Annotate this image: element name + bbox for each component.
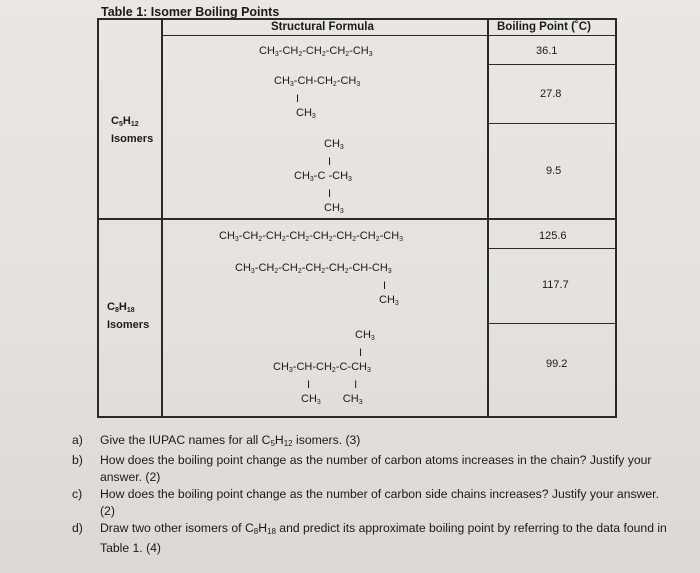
question-text: How does the boiling point change as the number of carbon atoms increases in the chain? Justify your answer. (2) — [100, 453, 652, 484]
questions-list — [72, 432, 672, 557]
boiling-point-value: 27.8 — [540, 88, 562, 100]
structural-formula: $CH_3$ I $CH_3-CH-CH_2-C-CH_3$ I I $CH_3$ $CH_3$ — [273, 329, 375, 406]
group-label: Isomers — [111, 133, 154, 145]
row-divider — [487, 323, 615, 324]
structural-formula: $CH_3$ I $CH_3-C$ $-CH_3$ I $CH_3$ — [294, 138, 352, 215]
isomer-table — [97, 18, 617, 418]
structural-formula: $CH_3-CH_2-CH_2-CH_2-CH_3$ — [259, 45, 373, 58]
question-text: Give the IUPAC names for all $C_5H_{12}$ isomers. (3) — [100, 433, 361, 448]
group-formula: $C_8H_{18}$ — [107, 301, 135, 314]
question-item — [72, 520, 672, 557]
group-label: Isomers — [107, 319, 150, 331]
question-text: How does the boiling point change as the number of carbon side chains increases? Justify your answer. (2) — [100, 487, 659, 518]
structural-formula: $CH_3-CH-CH_2-CH_3$ I $CH_3$ — [274, 75, 361, 120]
boiling-point-value: 99.2 — [546, 358, 568, 370]
row-divider — [161, 35, 615, 36]
boiling-point-value: 9.5 — [546, 165, 562, 177]
row-divider — [487, 64, 615, 65]
group-label-c5h12 — [111, 114, 153, 146]
question-label: a) — [72, 433, 83, 447]
header-boiling-point: Boiling Point (˚C) — [497, 21, 591, 33]
question-label: d) — [72, 521, 83, 535]
structural-formula: $CH_3-CH_2-CH_2-CH_2-CH_2-CH_2-CH_2-CH_3$ — [219, 230, 404, 243]
boiling-point-value: 117.7 — [542, 279, 569, 291]
question-item — [72, 452, 672, 486]
header-structural-formula: Structural Formula — [271, 21, 374, 33]
group-formula: $C_5H_{12}$ — [111, 115, 139, 128]
boiling-point-value: 125.6 — [539, 230, 567, 242]
question-label: c) — [72, 487, 83, 501]
boiling-point-value: 36.1 — [536, 45, 558, 57]
question-item — [72, 432, 672, 452]
question-text: Draw two other isomers of $C_8H_{18}$ and predict its approximate boiling point by referring to the data found in Table 1. (4) — [100, 521, 667, 555]
structural-formula: $CH_3-CH_2-CH_2-CH_2-CH_2-CH-CH_3$ I $CH_3$ — [235, 262, 399, 307]
row-divider — [487, 123, 615, 124]
table-caption: Table 1: Isomer Boiling Points — [101, 5, 280, 19]
question-label: b) — [72, 453, 83, 467]
group-divider — [99, 218, 615, 220]
row-divider — [487, 248, 615, 249]
group-label-c8h18 — [107, 300, 149, 332]
question-item — [72, 486, 672, 520]
